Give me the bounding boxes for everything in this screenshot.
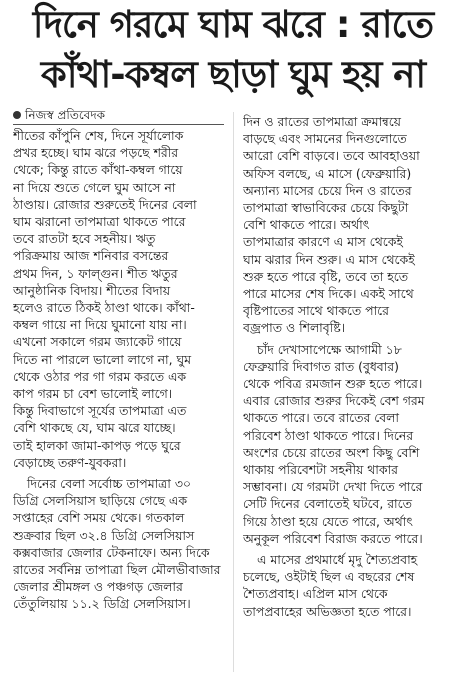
text-line: তাপমাত্রার কারণে এ মাস থেকেই bbox=[243, 234, 403, 250]
text-line: অনুকূল পরিবেশ বিরাজ করতে পারে। bbox=[243, 530, 423, 546]
byline bbox=[13, 107, 105, 123]
text-line: ডিগ্রি সেলসিয়াস ছাড়িয়ে গেছে এক bbox=[13, 493, 187, 509]
text-line: অফিস বলছে, এ মাসে (ফেব্রুয়ারি) bbox=[243, 165, 412, 181]
column-divider bbox=[233, 112, 234, 672]
text-line: থেকে; কিন্তু রাতে কাঁথা-কম্বল গায়ে bbox=[13, 162, 183, 178]
article-column-right bbox=[243, 113, 455, 620]
text-line: অংশের চেয়ে রাতের অংশ কিছু বেশি bbox=[243, 444, 420, 460]
text-line: পরিবেশ ঠাণ্ডা থাকতে পারে। দিনের bbox=[243, 427, 414, 443]
text-line: ঠাণ্ডায়। রোজার শুরুতেই দিনের বেলা bbox=[13, 196, 197, 212]
text-line: চলেছে, ওইটাই ছিল এ বছরের শেষ bbox=[243, 569, 415, 585]
text-line: না দিয়ে শুতে গেলে ঘুম আসে না bbox=[13, 179, 176, 195]
text-line: চাঁদ দেখাসাপেক্ষে আগামী ১৮ bbox=[257, 341, 402, 357]
text-line: তবে রাতটা হবে সহনীয়। ঋতু bbox=[13, 231, 156, 247]
headline-line-1: দিনে গরমে ঘাম ঝরে : রাতে bbox=[32, 3, 434, 46]
right-paragraph-3 bbox=[243, 551, 455, 620]
text-line: শীতের কাঁপুনি শেষ, দিনে সূর্যালোক bbox=[13, 128, 184, 143]
text-line: দিনের বেলা সর্বোচ্চ তাপমাত্রা ৩০ bbox=[27, 476, 191, 492]
text-line: তাপমাত্রা স্বাভাবিকের চেয়ে কিছুটা bbox=[243, 200, 409, 216]
text-line: বৃষ্টিপাতের সাথে থাকতে পারে bbox=[243, 303, 389, 319]
text-line: শৈত্যপ্রবাহ। এপ্রিল মাস থেকে bbox=[243, 586, 388, 602]
byline-rule bbox=[13, 124, 224, 125]
text-line: সপ্তাহের বেশি সময় থেকে। গতকাল bbox=[13, 510, 185, 526]
right-paragraph-2 bbox=[243, 341, 455, 547]
byline-text: নিজস্ব প্রতিবেদক bbox=[25, 108, 106, 122]
text-line: তাই হালকা জামা-কাপড় পড়ে ঘুরে bbox=[13, 437, 181, 453]
text-line: বজ্রপাত ও শিলাবৃষ্টি। bbox=[243, 320, 346, 336]
text-line: বেশি থাকতে পারে। অর্থাৎ bbox=[243, 217, 370, 233]
text-line: ফেব্রুয়ারি দিবাগত রাত (বুধবার) bbox=[243, 358, 399, 374]
text-line: এবার রোজার শুরুর দিকেই বেশ গরম bbox=[243, 393, 425, 409]
text-line: কাপ গরম চা বেশ ভালোই লাগে। bbox=[13, 386, 173, 402]
text-line: শুক্রবার ছিল ৩২.৪ ডিগ্রি সেলসিয়াস bbox=[13, 527, 195, 543]
text-line: এখনো সকালে গরম জ্যাকেট গায়ে bbox=[13, 334, 182, 350]
text-line: তেঁতুলিয়ায় ১১.২ ডিগ্রি সেলসিয়াস। bbox=[13, 596, 191, 612]
headline-line-2: কাঁথা-কম্বল ছাড়া ঘুম হয় না bbox=[40, 53, 426, 96]
text-line: তাপপ্রবাহের অভিজ্ঞতা হতে পারে। bbox=[243, 603, 412, 619]
text-line: এ মাসের প্রথমার্ধে মৃদু শৈত্যপ্রবাহ bbox=[257, 552, 418, 568]
headline bbox=[0, 0, 466, 104]
text-line: সেটি দিনের বেলাতেই ঘটবে, রাতে bbox=[243, 496, 412, 512]
text-line: গিয়ে ঠাণ্ডা হয়ে যেতে পারে, অর্থাৎ bbox=[243, 513, 413, 529]
text-line: বাড়ছে এবং সামনের দিনগুলোতে bbox=[243, 131, 407, 147]
right-paragraph-1 bbox=[243, 113, 455, 337]
text-line: রাতের সর্বনিম্ন তাপাত্রা ছিল মৌলভীবাজার bbox=[13, 562, 221, 578]
text-line: ঘাম ঝরার দিন শুরু। এ মাস থেকেই bbox=[243, 251, 415, 267]
article-column-left bbox=[13, 127, 225, 613]
text-line: ঘাম ঝরানো তাপমাত্রা থাকতে পারে bbox=[13, 214, 186, 230]
text-line: সম্ভাবনা। যে গরমটা দেখা দিতে পারে bbox=[243, 479, 423, 495]
text-line: প্রথম দিন, ১ ফাল্গুন। শীত ঋতুর bbox=[13, 265, 178, 281]
text-line: কক্সবাজার জেলার টেকনাফে। অন্য দিকে bbox=[13, 544, 210, 560]
text-line: জেলার শ্রীমঙ্গল ও পঞ্চগড় জেলার bbox=[13, 579, 183, 595]
left-paragraph-1 bbox=[13, 127, 225, 471]
text-line: কম্বল গায়ে না দিয়ে ঘুমানো যায় না। bbox=[13, 317, 187, 333]
left-paragraph-2 bbox=[13, 475, 225, 613]
bullet-icon bbox=[13, 111, 21, 119]
text-line: দিতে না পারলে ভালো লাগে না, ঘুম bbox=[13, 351, 191, 367]
text-line: থাকায় পরিবেশটা সহনীয় থাকার bbox=[243, 462, 398, 478]
text-line: থেকে পবিত্র রমজান শুরু হতে পারে। bbox=[243, 376, 423, 392]
text-line: পরিক্রমায় আজ শনিবার বসন্তের bbox=[13, 248, 169, 264]
text-line: আনুষ্ঠানিক বিদায়। শীতের বিদায় bbox=[13, 282, 171, 298]
text-line: থাকতে পারে। তবে রাতের বেলা bbox=[243, 410, 399, 426]
text-line: হলেও রাতে ঠিকই ঠাণ্ডা থাকে। কাঁথা- bbox=[13, 300, 195, 316]
text-line: প্রখর হচ্ছে। ঘাম ঝরে পড়ছে শরীর bbox=[13, 145, 179, 161]
text-line: শুরু হতে পারে বৃষ্টি, তবে তা হতে bbox=[243, 268, 409, 284]
text-line: পারে মাসের শেষ দিকে। একই সাথে bbox=[243, 286, 414, 302]
text-line: অন্যান্য মাসের চেয়ে দিন ও রাতের bbox=[243, 182, 412, 198]
text-line: থেকে ওঠার পর গা গরম করতে এক bbox=[13, 368, 187, 384]
text-line: বেশি থাকছে যে, ঘাম ঝরে যাচ্ছে। bbox=[13, 420, 176, 436]
text-line: দিন ও রাতের তাপমাত্রা ক্রমান্বয়ে bbox=[243, 114, 401, 129]
text-line: কিন্তু দিবাভাগে সূর্যের তাপমাত্রা এত bbox=[13, 403, 187, 419]
text-line: আরো বেশি বাড়বে। তবে আবহাওয়া bbox=[243, 148, 420, 164]
text-line: বেড়াচ্ছে তরুণ-যুবকরা। bbox=[13, 454, 127, 470]
